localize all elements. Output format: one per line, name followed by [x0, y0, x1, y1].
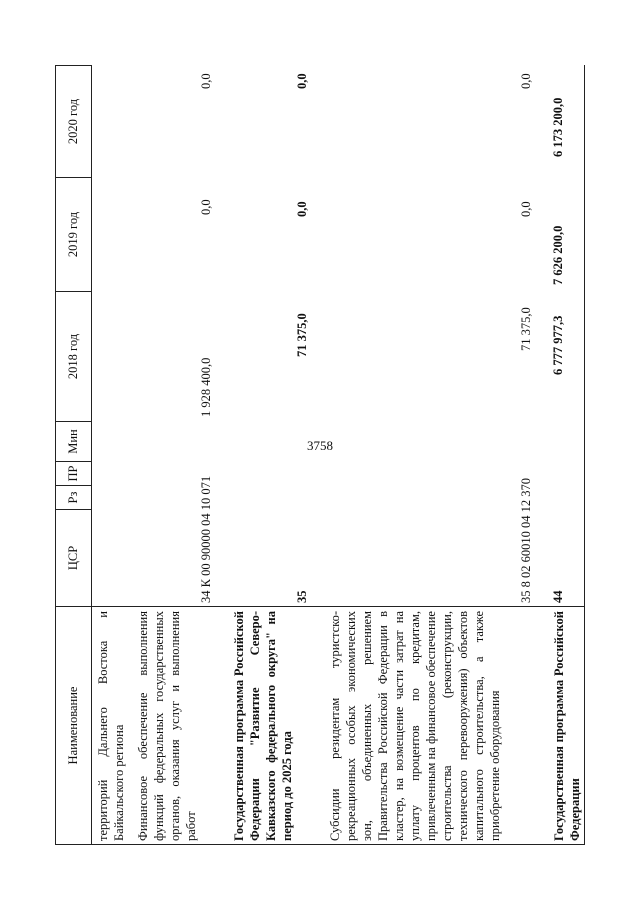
row-2020: 0,0 — [295, 73, 309, 89]
table-header — [55, 65, 92, 845]
row-code: 35 — [295, 590, 309, 603]
table-row: Государственная программа Российской Федерации — [552, 611, 582, 841]
row-2018: 71 375,0 — [295, 313, 309, 357]
row-code: 35 8 02 60010 04 12 370 — [519, 478, 533, 603]
table-row: Финансовое обеспечение выполнения функций федеральных государственных органов, оказания услуг и выполнения работ — [136, 611, 198, 841]
row-code: 44 — [551, 590, 565, 603]
row-2019: 0,0 — [199, 199, 213, 215]
table-row: Государственная программа Российской Федерации "Развитие Северо-Кавказского федерального округа" на период до 2025 года — [232, 611, 294, 841]
row-2018: 6 777 977,3 — [551, 315, 565, 375]
column-divider — [92, 606, 585, 607]
budget-table — [55, 65, 585, 845]
row-2018: 71 375,0 — [519, 307, 533, 351]
header-name: Наименование — [56, 606, 91, 844]
header-pr: ПР — [56, 461, 91, 485]
row-2019: 0,0 — [295, 201, 309, 217]
row-2020: 0,0 — [199, 73, 213, 89]
header-csr: ЦСР — [56, 509, 91, 606]
row-2020: 6 173 200,0 — [551, 97, 565, 157]
row-2020: 0,0 — [519, 73, 533, 89]
header-rz: Рз — [56, 485, 91, 509]
row-2018: 1 928 400,0 — [199, 357, 213, 417]
table-row: территорий Дальнего Востока и Байкальского региона — [96, 611, 126, 841]
page-number: 3758 — [307, 438, 333, 453]
table-row: Субсидии резидентам туристско-рекреационных особых экономических зон, объединенных решением Правительства Российской Федерации в кластер, на возмещение части затрат на уплату процентов по кредитам, привлеченным на финансовое обеспечение строительства (реконструкции, технического перевооружения) объектов капитального строительства, а также приобретение оборудования — [328, 611, 502, 841]
header-2020: 2020 год — [66, 98, 80, 145]
header-2019: 2019 год — [56, 177, 91, 291]
row-code: 34 К 00 90000 04 10 071 — [199, 475, 213, 603]
row-2019: 0,0 — [519, 201, 533, 217]
header-2018: 2018 год — [56, 291, 91, 421]
header-min: Мин — [56, 421, 91, 461]
row-2019: 7 626 200,0 — [551, 225, 565, 285]
